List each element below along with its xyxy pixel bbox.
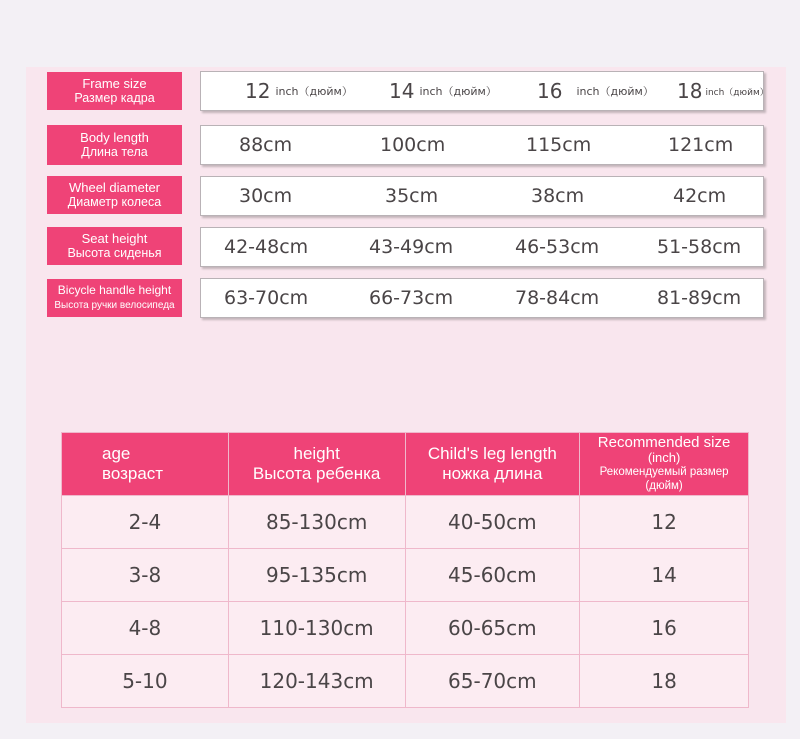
handle-height-value: 66-73cm xyxy=(369,287,454,309)
wheel-diameter-value: 30cm xyxy=(239,185,293,207)
frame-size-value xyxy=(537,72,654,110)
cell-recommended-size: 14 xyxy=(580,549,749,602)
header-leg-en: Child's leg length xyxy=(427,444,557,463)
wheel-diameter-label-en: Wheel diameter xyxy=(68,180,161,195)
cell-leg-length: 40-50cm xyxy=(405,496,580,549)
wheel-diameter-values xyxy=(200,176,764,216)
wheel-diameter-value: 38cm xyxy=(531,185,585,207)
handle-height-label-en: Bicycle handle height xyxy=(57,283,172,297)
header-leg-length xyxy=(405,433,580,496)
frame-size-number: 16 xyxy=(537,79,563,103)
body-length-label xyxy=(47,125,182,165)
seat-height-label-ru: Высота сиденья xyxy=(67,246,162,260)
cell-age: 2-4 xyxy=(62,496,229,549)
cell-height: 85-130cm xyxy=(228,496,405,549)
header-rec-duym: (дюйм) xyxy=(645,480,683,492)
body-length-value: 121cm xyxy=(668,134,734,156)
frame-size-label xyxy=(47,72,182,110)
cell-height: 95-135cm xyxy=(228,549,405,602)
header-height-ru: Высота ребенка xyxy=(252,464,381,483)
cell-recommended-size: 12 xyxy=(580,496,749,549)
size-table xyxy=(61,432,749,708)
header-recommended-size xyxy=(580,433,749,496)
header-rec-inch: (inch) xyxy=(647,450,681,465)
cell-leg-length: 65-70cm xyxy=(405,655,580,708)
wheel-diameter-value: 35cm xyxy=(385,185,439,207)
frame-size-value xyxy=(677,72,769,110)
cell-height: 110-130cm xyxy=(228,602,405,655)
wheel-diameter-value: 42cm xyxy=(673,185,727,207)
body-length-values xyxy=(200,125,764,165)
cell-leg-length: 45-60cm xyxy=(405,549,580,602)
handle-height-label xyxy=(47,279,182,317)
cell-recommended-size: 18 xyxy=(580,655,749,708)
header-rec-ru: Рекомендуемый размер xyxy=(599,466,729,478)
table-row xyxy=(62,655,749,708)
handle-height-label-ru: Высота ручки велосипеда xyxy=(54,300,175,311)
seat-height-value: 51-58cm xyxy=(657,236,742,258)
header-leg-ru: ножка длина xyxy=(442,464,543,483)
body-length-label-en: Body length xyxy=(80,130,149,145)
table-row xyxy=(62,496,749,549)
frame-size-values xyxy=(200,71,769,111)
cell-age: 3-8 xyxy=(62,549,229,602)
seat-height-value: 43-49cm xyxy=(369,236,454,258)
handle-height-value: 78-84cm xyxy=(515,287,600,309)
body-length-value: 100cm xyxy=(380,134,446,156)
frame-size-label-en: Frame size xyxy=(82,76,147,91)
header-height-en: height xyxy=(293,444,340,463)
body-length-value: 115cm xyxy=(526,134,592,156)
frame-size-value xyxy=(245,72,353,110)
seat-height-value: 42-48cm xyxy=(224,236,309,258)
seat-height-values xyxy=(200,227,764,267)
cell-age: 4-8 xyxy=(62,602,229,655)
handle-height-values xyxy=(200,278,764,318)
frame-size-unit: inch（дюйм） xyxy=(275,85,353,98)
body-length-label-ru: Длина тела xyxy=(81,145,148,159)
seat-height-label xyxy=(47,227,182,265)
handle-height-value: 63-70cm xyxy=(224,287,309,309)
frame-size-unit: inch（дюйм） xyxy=(705,87,769,98)
cell-height: 120-143cm xyxy=(228,655,405,708)
wheel-diameter-label xyxy=(47,176,182,214)
header-age-ru: возраст xyxy=(102,464,164,483)
wheel-diameter-label-ru: Диаметр колеса xyxy=(67,195,162,209)
cell-recommended-size: 16 xyxy=(580,602,749,655)
frame-size-number: 14 xyxy=(389,79,415,103)
frame-size-unit: inch（дюйм） xyxy=(576,85,654,98)
body-length-value: 88cm xyxy=(239,134,293,156)
frame-size-unit: inch（дюйм） xyxy=(419,85,497,98)
frame-size-label-ru: Размер кадра xyxy=(74,91,155,105)
frame-size-value xyxy=(389,72,497,110)
seat-height-label-en: Seat height xyxy=(81,231,148,246)
header-rec-en: Recommended size xyxy=(597,434,731,451)
cell-leg-length: 60-65cm xyxy=(405,602,580,655)
table-row xyxy=(62,602,749,655)
table-row xyxy=(62,549,749,602)
cell-age: 5-10 xyxy=(62,655,229,708)
size-table-header-row xyxy=(62,433,749,496)
header-age-en: age xyxy=(102,444,131,463)
frame-size-number: 12 xyxy=(245,79,271,103)
frame-size-number: 18 xyxy=(677,79,703,103)
seat-height-value: 46-53cm xyxy=(515,236,600,258)
handle-height-value: 81-89cm xyxy=(657,287,742,309)
header-age xyxy=(62,433,229,496)
header-height xyxy=(228,433,405,496)
